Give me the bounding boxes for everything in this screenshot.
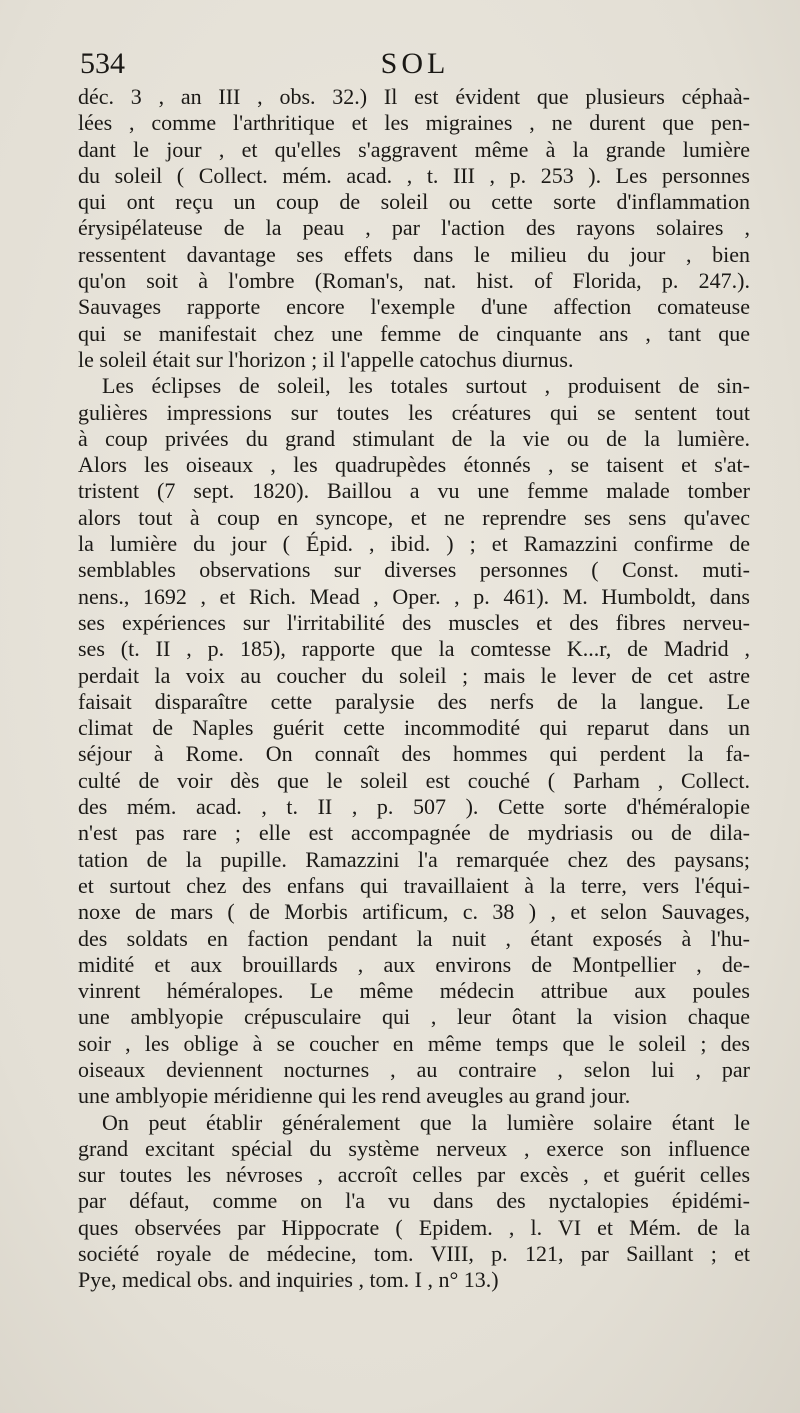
- text-line: grand excitant spécial du système nerveux , exerce son influence: [78, 1135, 750, 1161]
- text-line: qui se manifestait chez une femme de cinquante ans , tant que: [78, 320, 750, 346]
- page-header: [80, 46, 725, 82]
- text-line: culté de voir dès que le soleil est couché ( Parham , Collect.: [78, 767, 750, 793]
- text-line: qu'on soit à l'ombre (Roman's, nat. hist. of Florida, p. 247.).: [78, 268, 750, 294]
- text-line: gulières impressions sur toutes les créatures qui se sentent tout: [78, 399, 750, 425]
- text-line: érysipélateuse de la peau , par l'action des rayons solaires ,: [78, 215, 750, 241]
- text-line: Les éclipses de soleil, les totales surtout , produisent de sin-: [102, 373, 750, 399]
- body-text: [78, 84, 750, 1294]
- text-line: des soldats en faction pendant la nuit , étant exposés à l'hu-: [78, 925, 750, 951]
- text-line: On peut établir généralement que la lumière solaire étant le: [102, 1109, 750, 1135]
- text-line: nens., 1692 , et Rich. Mead , Oper. , p. 461). M. Humboldt, dans: [78, 583, 750, 609]
- text-line: une amblyopie crépusculaire qui , leur ôtant la vision chaque: [78, 1004, 750, 1030]
- text-line: Alors les oiseaux , les quadrupèdes étonnés , se taisent et s'at-: [78, 452, 750, 478]
- text-line: déc. 3 , an III , obs. 32.) Il est évident que plusieurs céphaà-: [78, 84, 750, 109]
- running-head: SOL: [380, 47, 450, 80]
- text-line: faisait disparaître cette paralysie des nerfs de la langue. Le: [78, 688, 750, 714]
- text-line: semblables observations sur diverses personnes ( Const. muti-: [78, 557, 750, 583]
- text-line: par défaut, comme on l'a vu dans des nyctalopies épidémi-: [78, 1188, 750, 1214]
- text-line: qui ont reçu un coup de soleil ou cette sorte d'inflammation: [78, 189, 750, 215]
- text-line: lées , comme l'arthritique et les migraines , ne durent que pen-: [78, 110, 750, 136]
- text-line: noxe de mars ( de Morbis artificum, c. 38 ) , et selon Sauvages,: [78, 899, 750, 925]
- text-line: la lumière du jour ( Épid. , ibid. ) ; et Ramazzini confirme de: [78, 531, 750, 557]
- text-line: alors tout à coup en syncope, et ne reprendre ses sens qu'avec: [78, 504, 750, 530]
- text-line: société royale de médecine, tom. VIII, p. 121, par Saillant ; et: [78, 1241, 750, 1267]
- text-line: tristent (7 sept. 1820). Baillou a vu une femme malade tomber: [78, 478, 750, 504]
- text-line: tation de la pupille. Ramazzini l'a remarquée chez des paysans;: [78, 846, 750, 872]
- text-line: climat de Naples guérit cette incommodité qui reparut dans un: [78, 715, 750, 741]
- text-line: sur toutes les névroses , accroît celles par excès , et guérit celles: [78, 1162, 750, 1188]
- text-line: perdait la voix au coucher du soleil ; mais le lever de cet astre: [78, 662, 750, 688]
- text-line: midité et aux brouillards , aux environs de Montpellier , de-: [78, 951, 750, 977]
- text-line: soir , les oblige à se coucher en même temps que le soleil ; des: [78, 1030, 750, 1056]
- text-line: des mém. acad. , t. II , p. 507 ). Cette sorte d'héméralopie: [78, 794, 750, 820]
- page-number: 534: [80, 47, 125, 80]
- text-line: séjour à Rome. On connaît des hommes qui perdent la fa-: [78, 741, 750, 767]
- text-line: ses expériences sur l'irritabilité des muscles et des fibres nerveu-: [78, 609, 750, 635]
- text-line: n'est pas rare ; elle est accompagnée de mydriasis ou de dila-: [78, 820, 750, 846]
- text-line: le soleil était sur l'horizon ; il l'appelle catochus diurnus.: [78, 346, 574, 372]
- text-line: du soleil ( Collect. mém. acad. , t. III , p. 253 ). Les personnes: [78, 162, 750, 188]
- text-line: une amblyopie méridienne qui les rend aveugles au grand jour.: [78, 1083, 631, 1109]
- text-line: Sauvages rapporte encore l'exemple d'une affection comateuse: [78, 294, 750, 320]
- text-line: ressentent davantage ses effets dans le milieu du jour , bien: [78, 241, 750, 267]
- text-line: vinrent héméralopes. Le même médecin attribue aux poules: [78, 978, 750, 1004]
- text-line: à coup privées du grand stimulant de la vie ou de la lumière.: [78, 425, 750, 451]
- text-line: dant le jour , et qu'elles s'aggravent même à la grande lumière: [78, 136, 750, 162]
- text-line: ses (t. II , p. 185), rapporte que la comtesse K...r, de Madrid ,: [78, 636, 750, 662]
- text-line: oiseaux deviennent nocturnes , au contraire , selon lui , par: [78, 1056, 750, 1082]
- text-line: ques observées par Hippocrate ( Epidem. , l. VI et Mém. de la: [78, 1214, 750, 1240]
- text-line: et surtout chez des enfans qui travaillaient à la terre, vers l'équi-: [78, 872, 750, 898]
- text-line: Pye, medical obs. and inquiries , tom. I , n° 13.): [78, 1267, 499, 1293]
